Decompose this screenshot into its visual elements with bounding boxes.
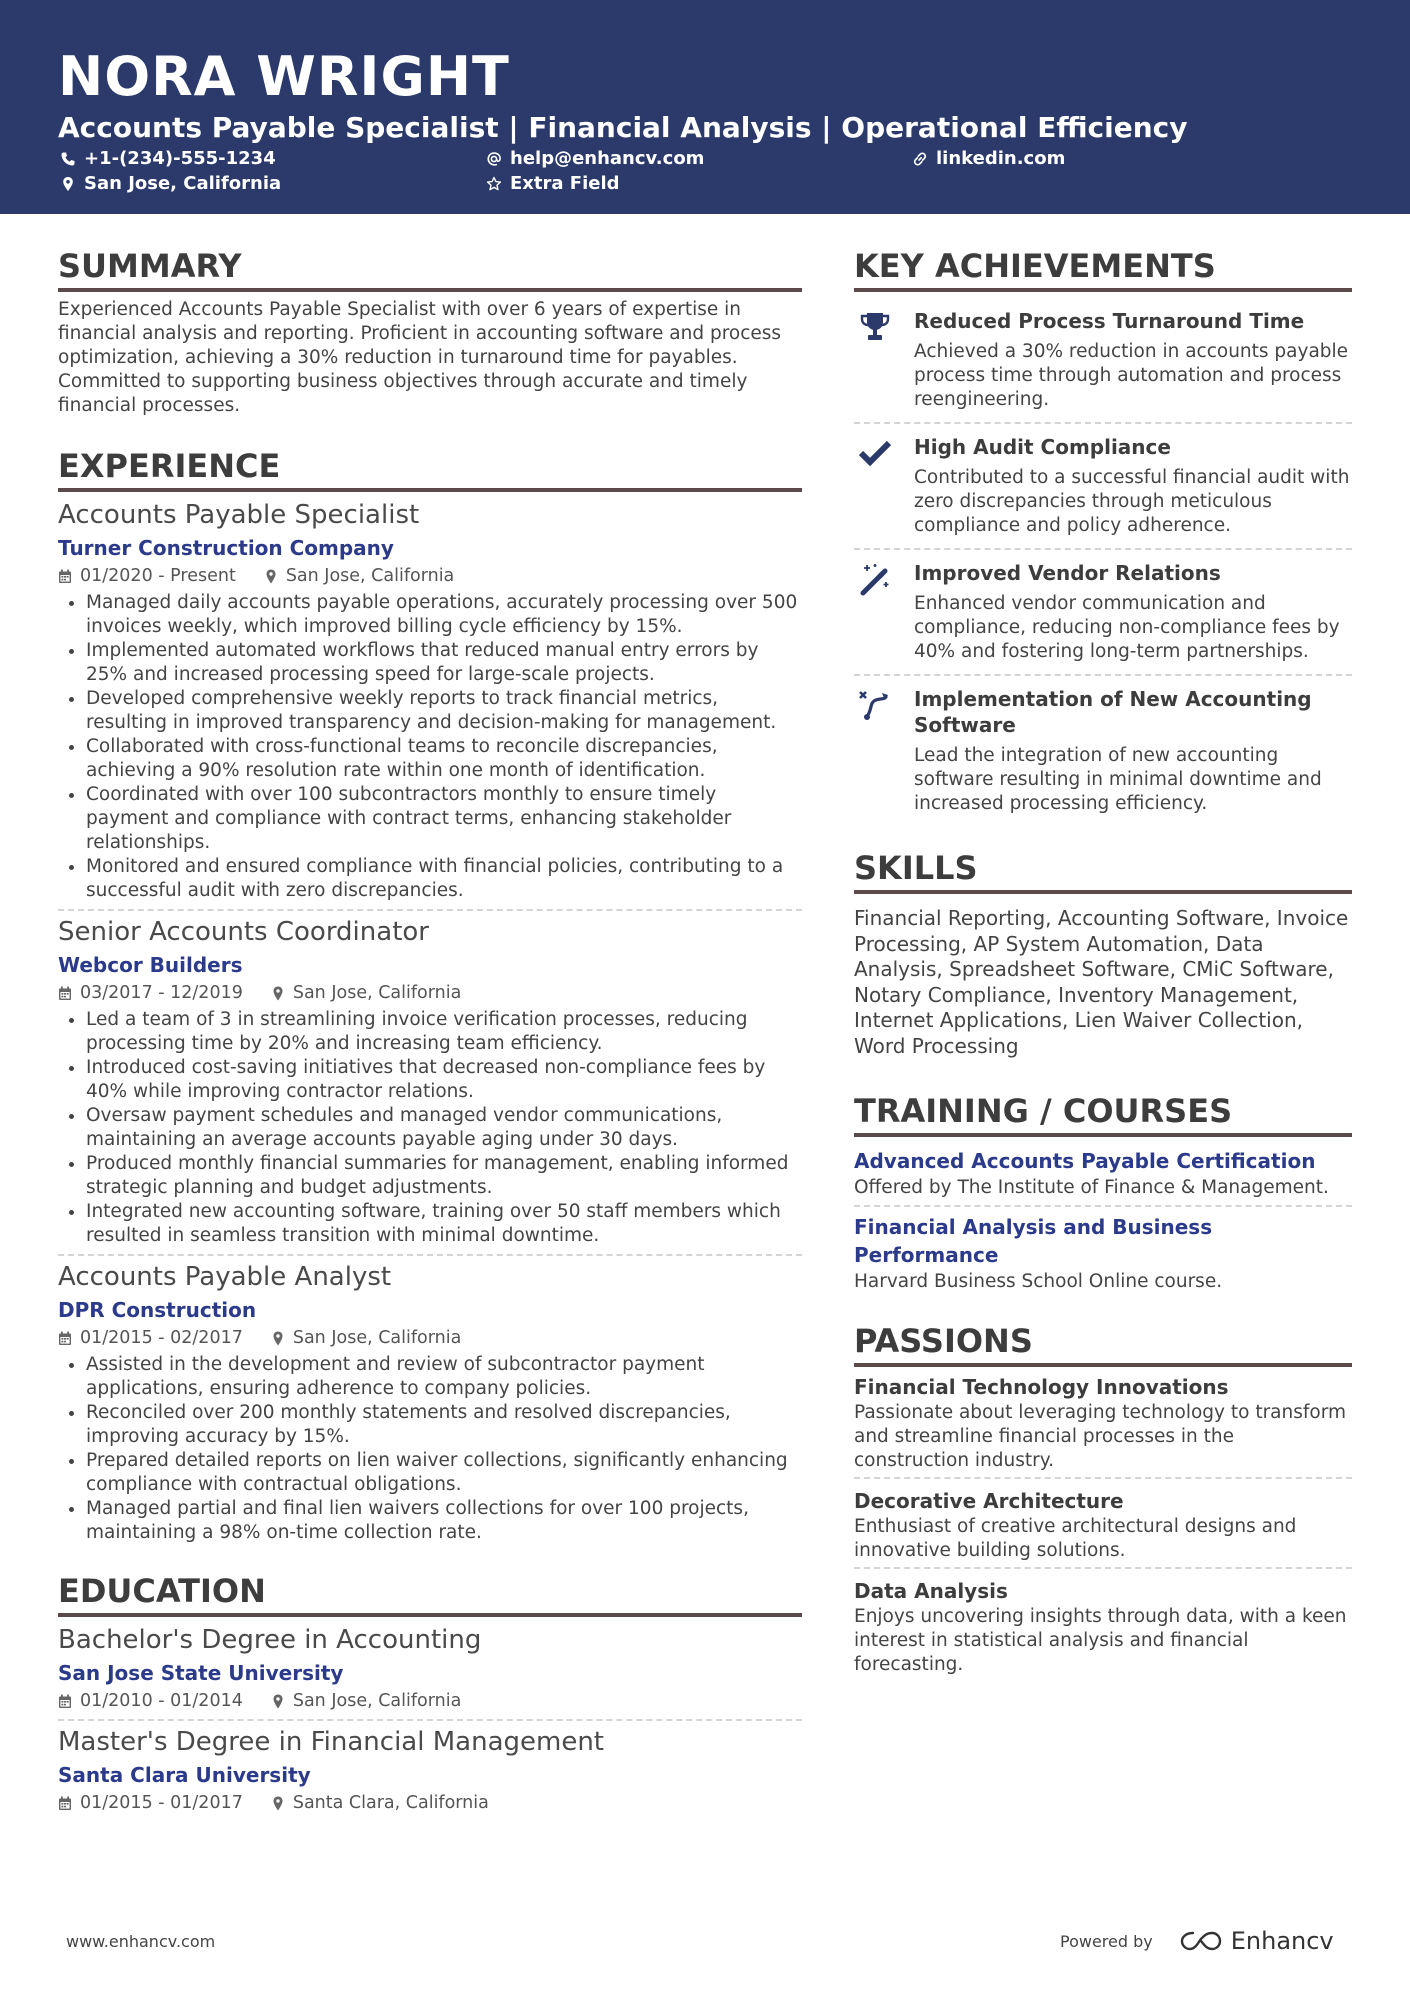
achievement-item <box>854 676 1352 822</box>
education-dates: 01/2010 - 01/2014 <box>58 1689 243 1713</box>
divider <box>58 1719 802 1721</box>
contact-location <box>60 172 281 196</box>
contact-location-text: San Jose, California <box>84 173 282 194</box>
divider <box>58 1254 802 1256</box>
education-location: Santa Clara, California <box>271 1791 489 1815</box>
powered-by-label: Powered by <box>1060 1931 1153 1951</box>
passion-item <box>854 1577 1352 1677</box>
location-pin-icon <box>271 1796 285 1811</box>
job-bullet: • Managed daily accounts payable operations, accurately processing over 500 invoices weekly, which improved billing cycle efficiency by 15%. <box>86 591 802 639</box>
job-bullet: • Managed partial and final lien waivers collections for over 100 projects, maintaining a 98% on-time collection rate. <box>86 1497 802 1545</box>
passion-item <box>854 1487 1352 1563</box>
brand-name: Enhancv <box>1230 1927 1334 1955</box>
job-bullet: • Introduced cost-saving initiatives that decreased non-compliance fees by 40% while improving contractor relations. <box>86 1056 802 1104</box>
job-bullet: • Implemented automated workflows that reduced manual entry errors by 25% and increased processing speed for large-scale projects. <box>86 639 802 687</box>
location-pin-icon <box>271 986 285 1001</box>
education-heading: EDUCATION <box>58 1571 802 1617</box>
skills-heading: SKILLS <box>854 848 1352 894</box>
education-dates: 01/2015 - 01/2017 <box>58 1791 243 1815</box>
job-bullet: • Oversaw payment schedules and managed vendor communications, maintaining an average accounts payable aging under 30 days. <box>86 1104 802 1152</box>
contact-phone-text: +1-(234)-555-1234 <box>84 148 276 169</box>
job-location: San Jose, California <box>264 564 454 588</box>
passions-section <box>854 1321 1352 1677</box>
location-pin-icon <box>60 176 76 192</box>
contact-extra <box>486 172 620 196</box>
job-location: San Jose, California <box>271 981 461 1005</box>
job-meta <box>58 564 802 588</box>
magic-wand-icon <box>858 562 892 596</box>
location-pin-icon <box>271 1694 285 1709</box>
passion-title: Data Analysis <box>854 1579 1008 1603</box>
job-bullet: • Coordinated with over 100 subcontractors monthly to ensure timely payment and compliance with contract terms, enhancing stakeholder relationships. <box>86 783 802 855</box>
passion-item <box>854 1373 1352 1473</box>
candidate-name: NORA WRIGHT <box>58 45 510 108</box>
course-title: Financial Analysis and Business Performance <box>854 1215 1213 1267</box>
education-location: San Jose, California <box>271 1689 461 1713</box>
passion-desc: Enjoys uncovering insights through data, with a keen interest in statistical analysis and financial forecasting. <box>854 1606 1347 1675</box>
job-bullets <box>58 1008 802 1248</box>
achievement-desc: Enhanced vendor communication and compliance, reducing non-compliance fees by 40% and fostering long-term partnerships. <box>914 593 1340 662</box>
experience-entry <box>58 1260 802 1545</box>
job-dates: 03/2017 - 12/2019 <box>58 981 243 1005</box>
achievement-item <box>854 298 1352 418</box>
degree-title: Master's Degree in Financial Management <box>58 1727 604 1757</box>
calendar-icon <box>58 569 72 584</box>
calendar-icon <box>58 986 72 1001</box>
job-bullet: • Prepared detailed reports on lien waiver collections, significantly enhancing compliance with contractual obligations. <box>86 1449 802 1497</box>
job-meta <box>58 1326 802 1350</box>
contact-email[interactable] <box>486 147 704 171</box>
link-icon <box>912 151 928 167</box>
summary-text: Experienced Accounts Payable Specialist with over 6 years of expertise in financial analysis and reporting. Proficient in accounting software and process optimization, achieving a 30% reduction in turnaround time for payables. Committed to supporting business objectives through accurate and timely financial processes. <box>58 299 782 416</box>
education-entry <box>58 1725 802 1815</box>
experience-entry <box>58 498 802 903</box>
degree-title: Bachelor's Degree in Accounting <box>58 1625 482 1655</box>
passion-desc: Passionate about leveraging technology to transform and streamline financial processes in the construction industry. <box>854 1402 1347 1471</box>
resume-header <box>0 0 1410 214</box>
skills-section <box>854 848 1352 1059</box>
summary-section <box>58 246 802 418</box>
course-desc: Offered by The Institute of Finance & Management. <box>854 1177 1329 1198</box>
job-meta <box>58 981 802 1005</box>
course-item <box>854 1213 1352 1295</box>
divider <box>58 909 802 911</box>
education-meta <box>58 1689 802 1713</box>
job-bullet: • Reconciled over 200 monthly statements and resolved discrepancies, improving accuracy by 15%. <box>86 1401 802 1449</box>
phone-icon <box>60 151 76 167</box>
job-bullet: • Led a team of 3 in streamlining invoice verification processes, reducing processing time by 20% and increasing team efficiency. <box>86 1008 802 1056</box>
achievement-desc: Lead the integration of new accounting software resulting in minimal downtime and increased processing efficiency. <box>914 745 1322 814</box>
course-item <box>854 1147 1352 1201</box>
footer-branding <box>1060 1927 1334 1955</box>
enhancv-logo-icon <box>1179 1929 1223 1953</box>
achievement-title: Improved Vendor Relations <box>914 561 1221 585</box>
contact-extra-text: Extra Field <box>510 173 620 194</box>
passions-heading: PASSIONS <box>854 1321 1352 1367</box>
skills-list: Financial Reporting, Accounting Software, Invoice Processing, AP System Automation, Data Analysis, Spreadsheet Software, CMiC Software, Notary Compliance, Inventory Management, Internet Applications, Lien Waiver Collection, Word Processing <box>854 906 1349 1058</box>
company-name: Webcor Builders <box>58 953 243 977</box>
divider <box>854 1205 1352 1207</box>
contact-phone[interactable] <box>60 147 276 171</box>
achievements-heading: KEY ACHIEVEMENTS <box>854 246 1352 292</box>
passion-desc: Enthusiast of creative architectural designs and innovative building solutions. <box>854 1516 1297 1561</box>
training-section <box>854 1091 1352 1295</box>
achievements-section <box>854 246 1352 822</box>
calendar-icon <box>58 1331 72 1346</box>
brand-logo[interactable] <box>1179 1927 1334 1955</box>
passion-title: Decorative Architecture <box>854 1489 1124 1513</box>
job-dates: 01/2015 - 02/2017 <box>58 1326 243 1350</box>
job-dates: 01/2020 - Present <box>58 564 236 588</box>
course-desc: Harvard Business School Online course. <box>854 1271 1223 1292</box>
location-pin-icon <box>271 1331 285 1346</box>
divider <box>854 1477 1352 1479</box>
job-title: Senior Accounts Coordinator <box>58 917 429 947</box>
job-bullet: • Developed comprehensive weekly reports to track financial metrics, resulting in improved transparency and decision-making for management. <box>86 687 802 735</box>
passion-title: Financial Technology Innovations <box>854 1375 1229 1399</box>
experience-section <box>58 446 802 1545</box>
experience-entry <box>58 915 802 1248</box>
at-icon <box>486 151 502 167</box>
training-heading: TRAINING / COURSES <box>854 1091 1352 1137</box>
job-bullet: • Integrated new accounting software, training over 50 staff members which resulted in seamless transition with minimal downtime. <box>86 1200 802 1248</box>
footer-website[interactable]: www.enhancv.com <box>66 1932 216 1951</box>
education-meta <box>58 1791 802 1815</box>
achievement-item <box>854 424 1352 544</box>
education-section <box>58 1571 802 1815</box>
achievement-desc: Contributed to a successful financial audit with zero discrepancies through meticulous compliance and policy adherence. <box>914 467 1350 536</box>
achievement-title: High Audit Compliance <box>914 435 1171 459</box>
location-pin-icon <box>264 569 278 584</box>
job-bullets <box>58 1353 802 1545</box>
job-bullets <box>58 591 802 903</box>
summary-heading: SUMMARY <box>58 246 802 292</box>
candidate-headline: Accounts Payable Specialist | Financial Analysis | Operational Efficiency <box>58 111 1188 144</box>
experience-heading: EXPERIENCE <box>58 446 802 492</box>
contact-linkedin-text: linkedin.com <box>936 148 1066 169</box>
school-name: Santa Clara University <box>58 1763 311 1787</box>
job-title: Accounts Payable Specialist <box>58 500 420 530</box>
job-bullet: • Assisted in the development and review of subcontractor payment applications, ensuring adherence to company policies. <box>86 1353 802 1401</box>
contact-email-text: help@enhancv.com <box>510 148 705 169</box>
route-icon <box>858 688 892 722</box>
company-name: Turner Construction Company <box>58 536 394 560</box>
achievement-item <box>854 550 1352 670</box>
check-icon <box>858 436 892 470</box>
achievement-title: Implementation of New Accounting Software <box>914 687 1312 737</box>
school-name: San Jose State University <box>58 1661 344 1685</box>
contact-linkedin[interactable] <box>912 147 1065 171</box>
star-icon <box>486 176 502 192</box>
job-location: San Jose, California <box>271 1326 461 1350</box>
right-column <box>854 246 1352 1677</box>
calendar-icon <box>58 1694 72 1709</box>
job-bullet: • Monitored and ensured compliance with financial policies, contributing to a successful audit with zero discrepancies. <box>86 855 802 903</box>
divider <box>854 1567 1352 1569</box>
calendar-icon <box>58 1796 72 1811</box>
achievement-title: Reduced Process Turnaround Time <box>914 309 1305 333</box>
education-entry <box>58 1623 802 1713</box>
trophy-icon <box>858 310 892 344</box>
course-title: Advanced Accounts Payable Certification <box>854 1149 1316 1173</box>
achievement-desc: Achieved a 30% reduction in accounts payable process time through automation and process reengineering. <box>914 341 1349 410</box>
job-bullet: • Collaborated with cross-functional teams to reconcile discrepancies, achieving a 90% resolution rate within one month of identification. <box>86 735 802 783</box>
company-name: DPR Construction <box>58 1298 257 1322</box>
left-column <box>58 246 802 1815</box>
job-bullet: • Produced monthly financial summaries for management, enabling informed strategic planning and budget adjustments. <box>86 1152 802 1200</box>
job-title: Accounts Payable Analyst <box>58 1262 392 1292</box>
